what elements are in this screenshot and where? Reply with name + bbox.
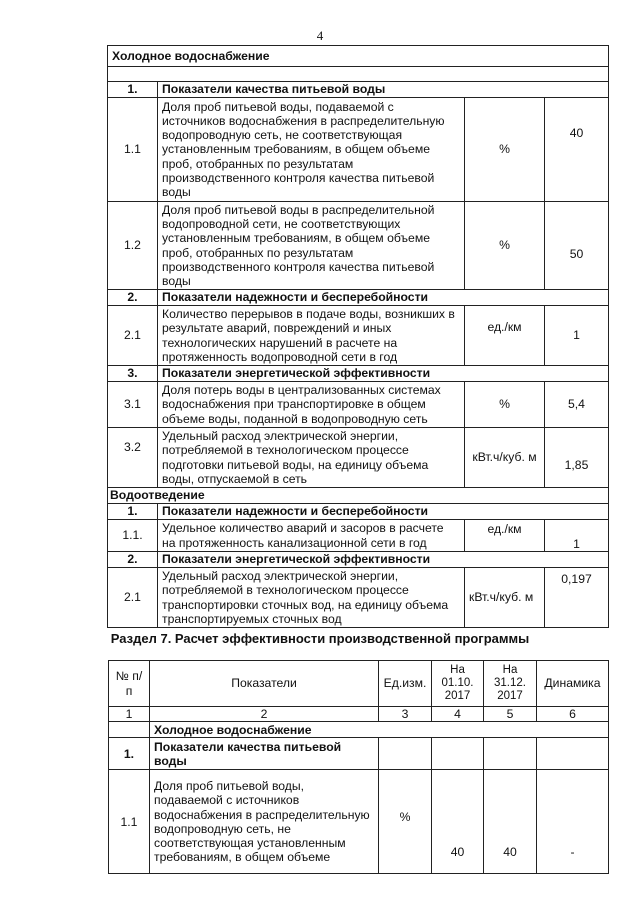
group-number: 2. <box>108 552 158 568</box>
group-title: Показатели надежности и бесперебойности <box>158 290 609 306</box>
row-number: 3.1 <box>108 382 158 428</box>
row-description: Доля проб питьевой воды, подаваемой с источников водоснабжения в распределительную водопроводную сеть, не соответствующая установленным требованиям, в общем объеме проб, отобранных по результатам производственного контроля качества питьевой воды <box>158 98 465 202</box>
section-wastewater: Водоотведение <box>108 488 609 504</box>
table-row <box>108 568 609 628</box>
table-row <box>108 382 609 428</box>
group-title: Показатели энергетической эффективности <box>158 366 609 382</box>
row-value: 50 <box>545 202 609 290</box>
group-number: 3. <box>108 366 158 382</box>
empty-cell <box>537 738 609 770</box>
group-row <box>108 552 609 568</box>
group-number: 2. <box>108 290 158 306</box>
section-cold-water: Холодное водоснабжение <box>108 46 609 67</box>
group-row <box>108 366 609 382</box>
table-row <box>108 202 609 290</box>
efficiency-table <box>108 660 609 874</box>
column-number: 3 <box>379 707 432 722</box>
row-number: 3.2 <box>108 428 158 488</box>
row-description: Удельный расход электрической энергии, потребляемой в технологическом процессе подготовки питьевой воды, на единицу объема воды, отпускаемой в сеть <box>158 428 465 488</box>
row-description: Доля проб питьевой воды, подаваемой с источников водоснабжения в распределительную водопроводную сеть, не соответствующая установленным требованиям, в общем объеме <box>150 770 379 874</box>
row-number: 1.2 <box>108 202 158 290</box>
row-unit: % <box>465 382 545 428</box>
empty-cell <box>484 738 537 770</box>
row-value: 0,197 <box>545 568 609 628</box>
table-row <box>108 428 609 488</box>
row-value: 1,85 <box>545 428 609 488</box>
row-number: 1.1 <box>108 98 158 202</box>
row-number: 2.1 <box>108 568 158 628</box>
row-unit: % <box>379 770 432 874</box>
spacer-row <box>108 67 609 82</box>
group-title: Показатели надежности и бесперебойности <box>158 504 609 520</box>
group-row <box>108 82 609 98</box>
group-row <box>108 290 609 306</box>
empty-cell <box>109 722 150 738</box>
group-number: 1. <box>108 82 158 98</box>
row-value-date-1: 40 <box>432 770 484 874</box>
row-unit: кВт.ч/куб. м <box>465 428 545 488</box>
row-description: Доля потерь воды в централизованных системах водоснабжения при транспортировке в общем объеме воды, поданной в водопроводную сеть <box>158 382 465 428</box>
group-title: Показатели качества питьевой воды <box>158 82 609 98</box>
header-row <box>109 661 609 707</box>
column-number: 6 <box>537 707 609 722</box>
column-number: 4 <box>432 707 484 722</box>
row-number: 1.1 <box>109 770 150 874</box>
section-7-title: Раздел 7. Расчет эффективности производственной программы <box>110 631 530 646</box>
row-unit: ед./км <box>465 520 545 552</box>
group-number: 1. <box>108 504 158 520</box>
header-date-2: На 31.12. 2017 <box>484 661 537 707</box>
row-value: 5,4 <box>545 382 609 428</box>
table-row <box>108 98 609 202</box>
table-row <box>108 520 609 552</box>
page-number: 4 <box>316 28 324 43</box>
group-title: Показатели энергетической эффективности <box>158 552 609 568</box>
table-row <box>108 306 609 366</box>
row-unit: ед./км <box>465 306 545 366</box>
row-unit: % <box>465 98 545 202</box>
column-numbers-row <box>109 707 609 722</box>
row-value: 1 <box>545 520 609 552</box>
row-number: 1.1. <box>108 520 158 552</box>
header-indicators: Показатели <box>150 661 379 707</box>
row-value-date-2: 40 <box>484 770 537 874</box>
row-description: Удельный расход электрической энергии, потребляемой в технологическом процессе транспортировки сточных вод, на единицу объема транспортируемых сточных вод <box>158 568 465 628</box>
empty-cell <box>379 738 432 770</box>
header-number: № п/п <box>109 661 150 707</box>
group-row <box>108 504 609 520</box>
row-unit: % <box>465 202 545 290</box>
table-row <box>109 770 609 874</box>
group-number: 1. <box>109 738 150 770</box>
group-title: Показатели качества питьевой воды <box>150 738 379 770</box>
section-cold-water: Холодное водоснабжение <box>150 722 609 738</box>
group-row <box>109 738 609 770</box>
indicators-table <box>107 45 609 628</box>
column-number: 5 <box>484 707 537 722</box>
row-description: Доля проб питьевой воды в распределительной водопроводной сети, не соответствующих установленным требованиям, в общем объеме проб, отобранных по результатам производственного контроля качества питьевой воды <box>158 202 465 290</box>
row-value: 40 <box>545 98 609 202</box>
row-dynamics: - <box>537 770 609 874</box>
row-number: 2.1 <box>108 306 158 366</box>
row-unit: кВт.ч/куб. м <box>465 568 545 628</box>
header-dynamics: Динамика <box>537 661 609 707</box>
column-number: 2 <box>150 707 379 722</box>
empty-cell <box>432 738 484 770</box>
header-date-1: На 01.10. 2017 <box>432 661 484 707</box>
row-description: Количество перерывов в подаче воды, возникших в результате аварий, повреждений и иных технологических нарушений в расчете на протяженность водопроводной сети в год <box>158 306 465 366</box>
header-unit: Ед.изм. <box>379 661 432 707</box>
row-description: Удельное количество аварий и засоров в расчете на протяженность канализационной сети в год <box>158 520 465 552</box>
column-number: 1 <box>109 707 150 722</box>
row-value: 1 <box>545 306 609 366</box>
